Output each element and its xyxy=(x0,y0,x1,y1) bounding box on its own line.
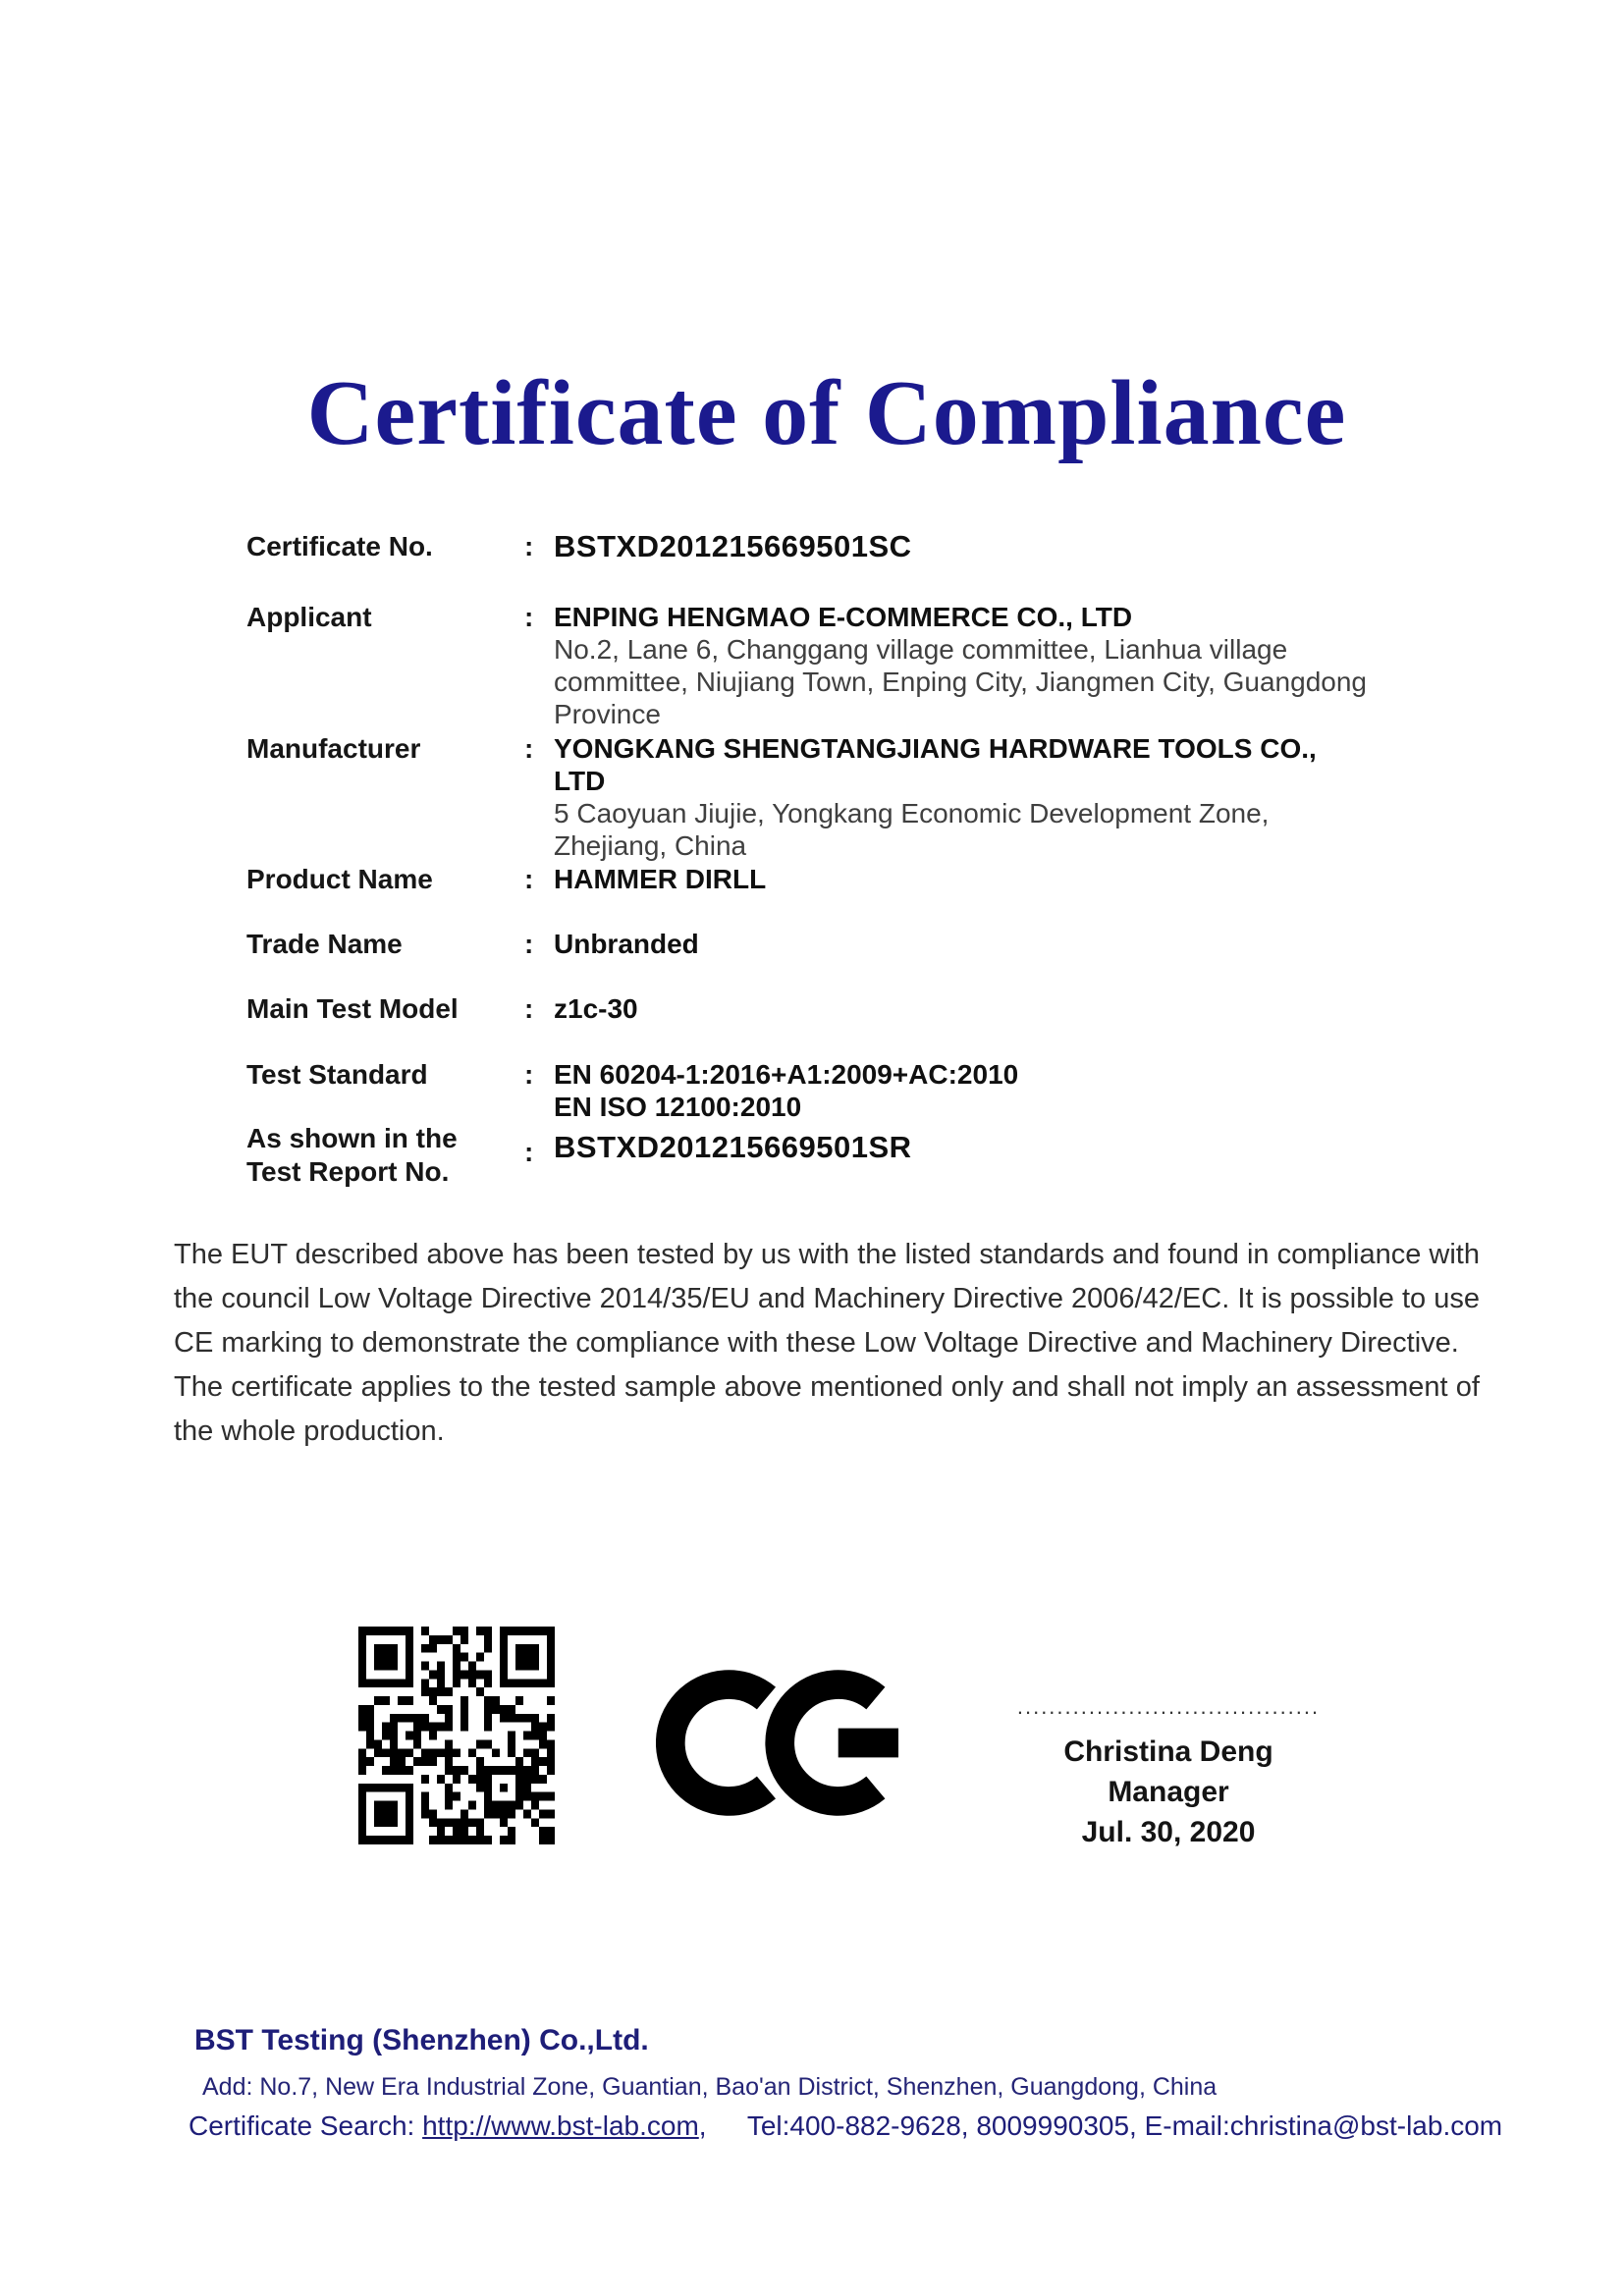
qr-code-icon xyxy=(358,1627,555,1844)
field-colon: : xyxy=(524,929,534,959)
field-label: Main Test Model xyxy=(246,993,459,1024)
field-label-line: As shown in the xyxy=(246,1123,458,1153)
search-separator: , xyxy=(698,2110,707,2141)
applicant-name: ENPING HENGMAO E-COMMERCE CO., LTD xyxy=(554,602,1133,632)
field-label-line: Test Report No. xyxy=(246,1156,450,1187)
field-colon: : xyxy=(524,993,534,1024)
field-label: Applicant xyxy=(246,602,372,632)
page-title: Certificate of Compliance xyxy=(306,362,1347,464)
manufacturer-value xyxy=(554,732,1457,862)
field-label: Test Standard xyxy=(246,1059,428,1090)
trade-name-value: Unbranded xyxy=(554,929,699,959)
certificate-search-link[interactable]: http://www.bst-lab.com xyxy=(422,2110,699,2141)
statement-text xyxy=(174,1233,1480,1454)
certificate-search-line xyxy=(189,2110,1502,2142)
statement-paragraph-1: The EUT described above has been tested by us with the listed standards and found in compliance with the council Low Voltage Directive 2014/35/EU and Machinery Directive 2006/42/EC. It is possible to use CE marking to demonstrate the compliance with these Low Voltage Directive and Machinery Directive. xyxy=(174,1239,1480,1359)
field-colon: : xyxy=(524,1059,534,1090)
test-report-number: BSTXD201215669501SR xyxy=(554,1130,912,1164)
signer-name: Christina Deng xyxy=(1063,1735,1273,1768)
field-colon: : xyxy=(524,531,534,561)
field-label: Product Name xyxy=(246,864,433,894)
field-label: Trade Name xyxy=(246,929,403,959)
main-test-model-value: z1c-30 xyxy=(554,993,638,1024)
test-standard-line: EN 60204-1:2016+A1:2009+AC:2010 xyxy=(554,1059,1019,1090)
signature-block xyxy=(1001,1696,1335,1852)
field-label: Certificate No. xyxy=(246,531,433,561)
product-name-value: HAMMER DIRLL xyxy=(554,864,767,894)
field-colon: : xyxy=(524,602,534,632)
ce-mark-icon xyxy=(656,1667,911,1819)
lab-address: Add: No.7, New Era Industrial Zone, Guantian, Bao'an District, Shenzhen, Guangdong, China xyxy=(202,2073,1218,2101)
signature-dotted-line: ...................................... xyxy=(1016,1696,1321,1718)
statement-paragraph-2: The certificate applies to the tested sample above mentioned only and shall not imply an assessment of the whole production. xyxy=(174,1371,1480,1447)
issue-date: Jul. 30, 2020 xyxy=(1081,1816,1256,1848)
field-colon: : xyxy=(524,733,534,764)
test-standard-line: EN ISO 12100:2010 xyxy=(554,1092,802,1122)
lab-contact-info: Tel:400-882-9628, 8009990305, E-mail:christina@bst-lab.com xyxy=(746,2110,1503,2141)
manufacturer-name-line: YONGKANG SHENGTANGJIANG HARDWARE TOOLS CO., xyxy=(554,733,1317,764)
manufacturer-address-line: 5 Caoyuan Jiujie, Yongkang Economic Development Zone, xyxy=(554,798,1270,828)
manufacturer-address-line: Zhejiang, China xyxy=(554,830,747,861)
applicant-address-line: No.2, Lane 6, Changgang village committee, Lianhua village xyxy=(554,634,1288,665)
applicant-value xyxy=(554,601,1457,730)
field-label xyxy=(246,1122,521,1189)
test-standard-value xyxy=(554,1058,1457,1123)
certificate-search-label: Certificate Search: xyxy=(189,2110,415,2141)
applicant-address-line: Province xyxy=(554,699,661,729)
applicant-address-line: committee, Niujiang Town, Enping City, Jiangmen City, Guangdong xyxy=(554,667,1367,697)
manufacturer-name-line: LTD xyxy=(554,766,606,796)
field-colon: : xyxy=(524,1137,534,1167)
field-colon: : xyxy=(524,864,534,894)
lab-company-name: BST Testing (Shenzhen) Co.,Ltd. xyxy=(194,2024,649,2056)
signer-title: Manager xyxy=(1108,1776,1229,1808)
field-label: Manufacturer xyxy=(246,733,421,764)
certificate-number: BSTXD201215669501SC xyxy=(554,529,912,563)
